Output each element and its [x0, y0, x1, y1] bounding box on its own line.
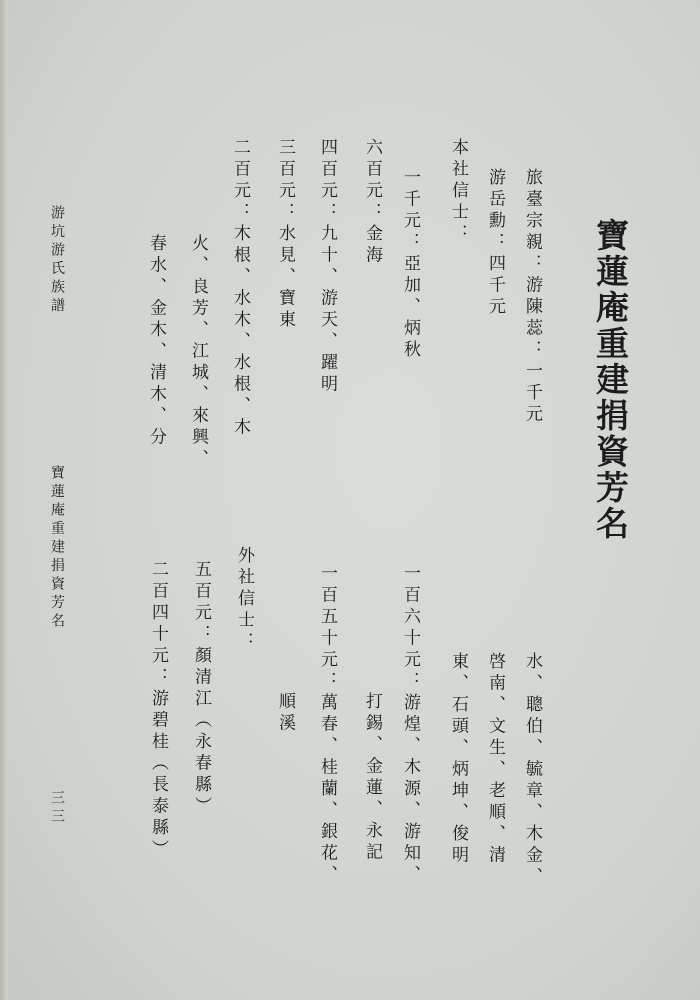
- donor-column-2: 游岳勳：四千元: [485, 168, 505, 319]
- donor-column-16: 一百五十元：萬春、桂蘭、銀花、: [317, 564, 337, 887]
- donor-column-7: 三百元：水見、寶東: [275, 138, 295, 332]
- donor-column-4: 一千元：亞加、炳秋: [400, 168, 420, 362]
- donor-column-5: 六百元：金海: [362, 138, 382, 267]
- donor-column-17: 順溪: [275, 692, 295, 735]
- margin-book-title: 游坑游氏族譜: [49, 205, 65, 316]
- donor-column-6: 四百元：九十、游天、躍明: [317, 138, 337, 396]
- donor-column-8: 二百元：木根、水木、水根、木: [230, 138, 250, 439]
- page-number: 三三: [49, 790, 65, 827]
- donor-column-14: 一百六十元：游煌、木源、游知、: [400, 564, 420, 887]
- donor-column-20: 二百四十元：游碧桂（長泰縣）: [148, 560, 168, 861]
- donor-column-1: 旅臺宗親：游陳蕊：一千元: [522, 168, 542, 426]
- donor-column-13: 東、石頭、炳坤、俊明: [448, 652, 468, 867]
- page-title: 寶蓮庵重建捐資芳名: [591, 218, 630, 542]
- donor-column-10: 春水、金木、清木、分: [146, 234, 166, 449]
- donor-column-12: 啓南、文生、老順、清: [485, 652, 505, 867]
- book-binding-edge: [0, 0, 8, 1000]
- donor-column-9: 火、良芳、江城、來興、: [188, 234, 208, 471]
- donor-column-18: 外社信士：: [234, 546, 254, 654]
- book-page: [8, 0, 700, 1000]
- donor-column-3: 本社信士：: [448, 138, 468, 246]
- donor-column-11: 水、聰伯、毓章、木金、: [522, 652, 542, 889]
- donor-column-19: 五百元：顏清江（永春縣）: [191, 560, 211, 818]
- margin-section-title: 寶蓮庵重建捐資芳名: [49, 465, 65, 632]
- donor-column-15: 打錫、金蓮、永記: [362, 692, 382, 864]
